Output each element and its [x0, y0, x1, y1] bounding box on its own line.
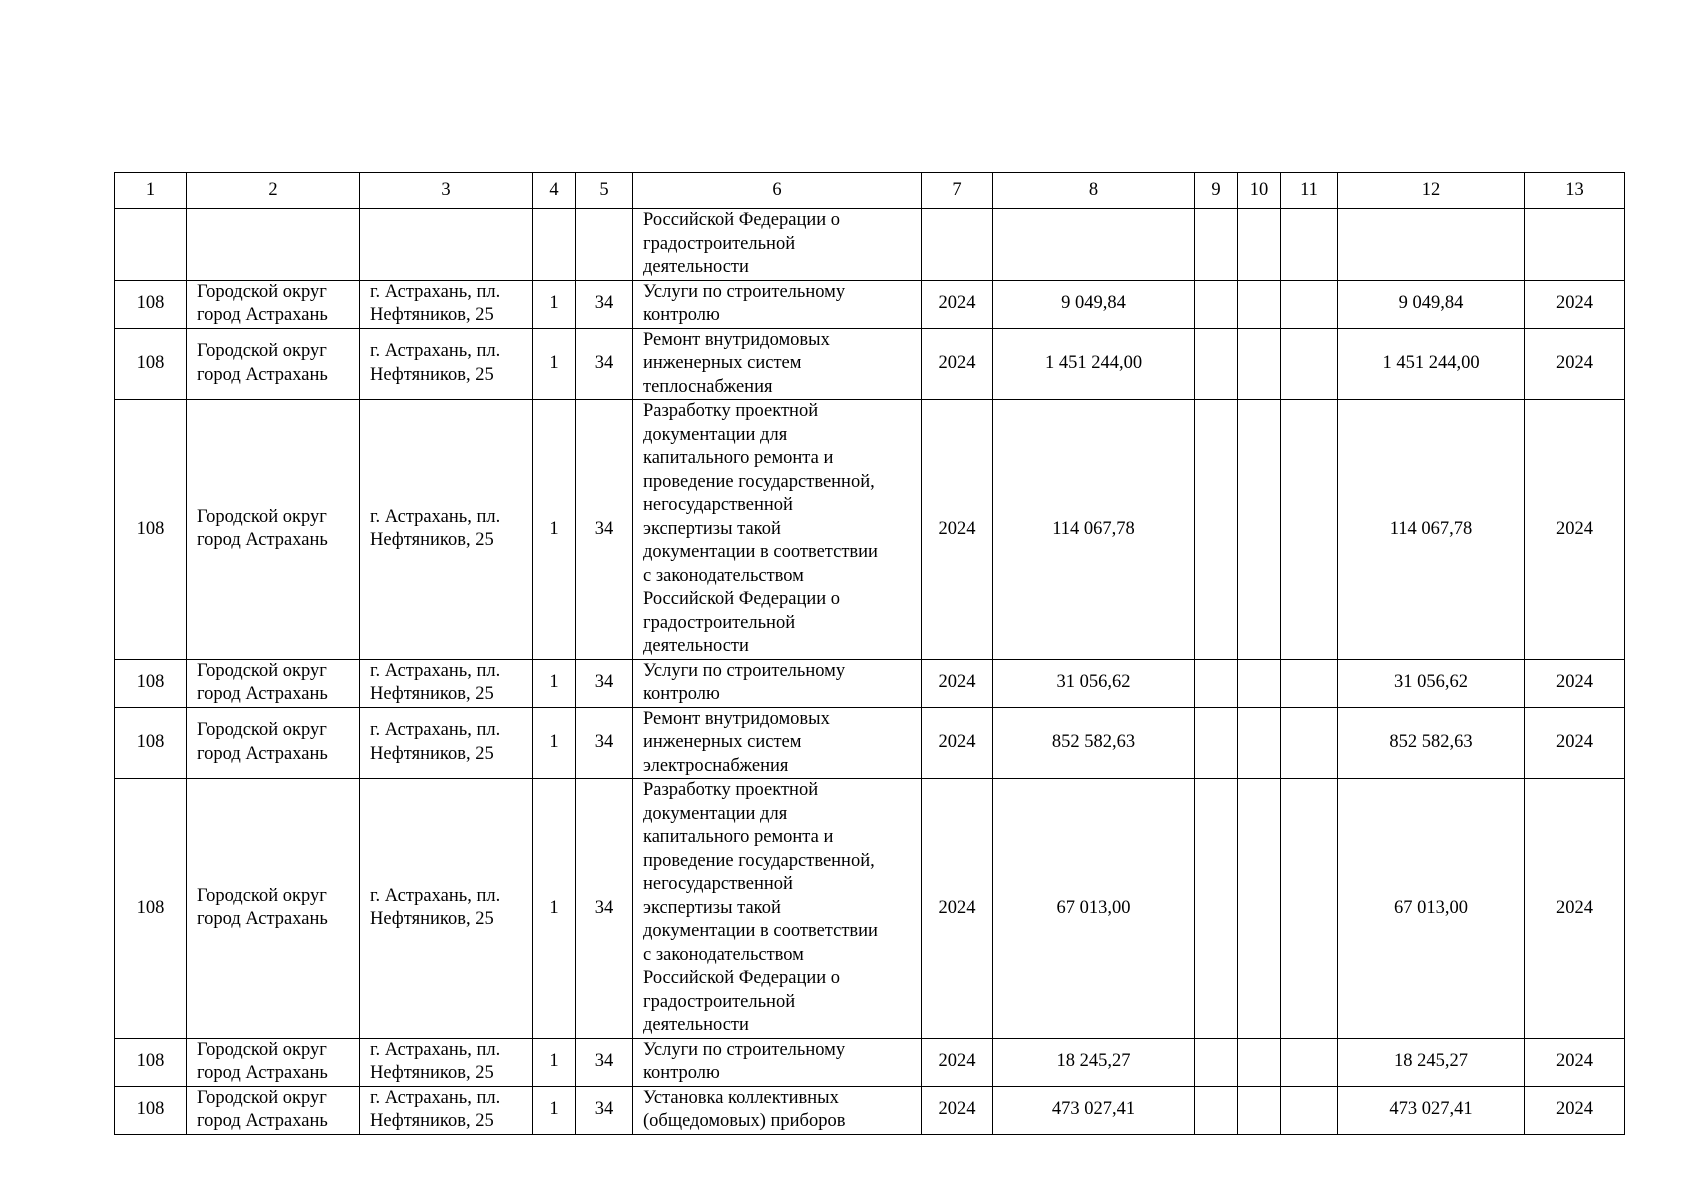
work-description: Услуги по строительному контролю [633, 659, 922, 707]
col11-cell [1281, 1038, 1338, 1086]
header-cell-3: 3 [360, 173, 533, 209]
municipality-cell: Городской округ город Астрахань [187, 707, 360, 779]
address-cell: г. Астрахань, пл. Нефтяников, 25 [360, 328, 533, 400]
header-cell-13: 13 [1525, 173, 1625, 209]
table-row [115, 280, 1625, 328]
col5-cell: 34 [576, 328, 633, 400]
completion-year-cell: 2024 [1525, 779, 1625, 1039]
col5-cell: 34 [576, 779, 633, 1039]
col10-cell [1238, 328, 1281, 400]
address-cell: г. Астрахань, пл. Нефтяников, 25 [360, 280, 533, 328]
col9-cell [1195, 707, 1238, 779]
col5-cell: 34 [576, 1038, 633, 1086]
empty-cell [533, 209, 576, 281]
col11-cell [1281, 280, 1338, 328]
address-cell: г. Астрахань, пл. Нефтяников, 25 [360, 1038, 533, 1086]
header-cell-10: 10 [1238, 173, 1281, 209]
col5-cell: 34 [576, 659, 633, 707]
works-table [114, 172, 1625, 1135]
empty-cell [993, 209, 1195, 281]
amount-total-cell: 31 056,62 [1338, 659, 1525, 707]
col9-cell [1195, 400, 1238, 660]
year-cell: 2024 [922, 659, 993, 707]
address-cell: г. Астрахань, пл. Нефтяников, 25 [360, 707, 533, 779]
header-cell-1: 1 [115, 173, 187, 209]
amount-cell: 18 245,27 [993, 1038, 1195, 1086]
col4-cell: 1 [533, 400, 576, 660]
col10-cell [1238, 1038, 1281, 1086]
amount-cell: 1 451 244,00 [993, 328, 1195, 400]
col9-cell [1195, 280, 1238, 328]
work-description: Разработку проектной документации для капитального ремонта и проведение государственной, негосударственной экспертизы такой документации в соответствии с законодательством Российской Федерации о градостроительной деятельности [633, 400, 922, 660]
year-cell: 2024 [922, 1038, 993, 1086]
col5-cell: 34 [576, 1086, 633, 1134]
empty-cell [360, 209, 533, 281]
work-description: Установка коллективных (общедомовых) приборов [633, 1086, 922, 1134]
col11-cell [1281, 707, 1338, 779]
year-cell: 2024 [922, 400, 993, 660]
col11-cell [1281, 659, 1338, 707]
row-number-cell: 108 [115, 328, 187, 400]
header-row [115, 173, 1625, 209]
municipality-cell: Городской округ город Астрахань [187, 280, 360, 328]
col4-cell: 1 [533, 659, 576, 707]
municipality-cell: Городской округ город Астрахань [187, 400, 360, 660]
col9-cell [1195, 659, 1238, 707]
municipality-cell: Городской округ город Астрахань [187, 1086, 360, 1134]
col9-cell [1195, 779, 1238, 1039]
municipality-cell: Городской округ город Астрахань [187, 328, 360, 400]
completion-year-cell: 2024 [1525, 1086, 1625, 1134]
row-number-cell: 108 [115, 400, 187, 660]
col9-cell [1195, 1038, 1238, 1086]
col4-cell: 1 [533, 280, 576, 328]
col5-cell: 34 [576, 280, 633, 328]
header-cell-8: 8 [993, 173, 1195, 209]
col4-cell: 1 [533, 707, 576, 779]
empty-cell [1238, 209, 1281, 281]
address-cell: г. Астрахань, пл. Нефтяников, 25 [360, 659, 533, 707]
header-cell-7: 7 [922, 173, 993, 209]
row-number-cell: 108 [115, 659, 187, 707]
header-cell-4: 4 [533, 173, 576, 209]
work-description: Разработку проектной документации для капитального ремонта и проведение государственной, негосударственной экспертизы такой документации в соответствии с законодательством Российской Федерации о градостроительной деятельности [633, 779, 922, 1039]
col5-cell: 34 [576, 707, 633, 779]
amount-cell: 114 067,78 [993, 400, 1195, 660]
completion-year-cell: 2024 [1525, 659, 1625, 707]
col4-cell: 1 [533, 1038, 576, 1086]
col11-cell [1281, 779, 1338, 1039]
amount-total-cell: 473 027,41 [1338, 1086, 1525, 1134]
empty-cell [1281, 209, 1338, 281]
row-number-cell: 108 [115, 707, 187, 779]
empty-cell [922, 209, 993, 281]
completion-year-cell: 2024 [1525, 1038, 1625, 1086]
empty-cell [187, 209, 360, 281]
row-number-cell: 108 [115, 779, 187, 1039]
table-row [115, 1086, 1625, 1134]
year-cell: 2024 [922, 280, 993, 328]
col11-cell [1281, 1086, 1338, 1134]
completion-year-cell: 2024 [1525, 400, 1625, 660]
col10-cell [1238, 1086, 1281, 1134]
header-cell-12: 12 [1338, 173, 1525, 209]
header-cell-2: 2 [187, 173, 360, 209]
col11-cell [1281, 400, 1338, 660]
col10-cell [1238, 707, 1281, 779]
work-description: Российской Федерации о градостроительной деятельности [633, 209, 922, 281]
table-row [115, 400, 1625, 660]
work-description: Ремонт внутридомовых инженерных систем электроснабжения [633, 707, 922, 779]
empty-cell [1195, 209, 1238, 281]
row-number-cell: 108 [115, 1038, 187, 1086]
col10-cell [1238, 779, 1281, 1039]
col5-cell: 34 [576, 400, 633, 660]
col4-cell: 1 [533, 779, 576, 1039]
year-cell: 2024 [922, 1086, 993, 1134]
address-cell: г. Астрахань, пл. Нефтяников, 25 [360, 779, 533, 1039]
header-cell-5: 5 [576, 173, 633, 209]
table-row [115, 659, 1625, 707]
address-cell: г. Астрахань, пл. Нефтяников, 25 [360, 1086, 533, 1134]
amount-cell: 31 056,62 [993, 659, 1195, 707]
empty-cell [115, 209, 187, 281]
amount-total-cell: 67 013,00 [1338, 779, 1525, 1039]
header-cell-9: 9 [1195, 173, 1238, 209]
amount-cell: 852 582,63 [993, 707, 1195, 779]
amount-total-cell: 852 582,63 [1338, 707, 1525, 779]
amount-total-cell: 114 067,78 [1338, 400, 1525, 660]
amount-total-cell: 1 451 244,00 [1338, 328, 1525, 400]
table-body [115, 173, 1625, 1135]
amount-total-cell: 18 245,27 [1338, 1038, 1525, 1086]
col4-cell: 1 [533, 328, 576, 400]
completion-year-cell: 2024 [1525, 707, 1625, 779]
completion-year-cell: 2024 [1525, 280, 1625, 328]
col10-cell [1238, 280, 1281, 328]
continuation-row [115, 209, 1625, 281]
empty-cell [1338, 209, 1525, 281]
table-row [115, 328, 1625, 400]
col10-cell [1238, 400, 1281, 660]
col9-cell [1195, 328, 1238, 400]
year-cell: 2024 [922, 779, 993, 1039]
amount-cell: 67 013,00 [993, 779, 1195, 1039]
col4-cell: 1 [533, 1086, 576, 1134]
table-row [115, 1038, 1625, 1086]
amount-cell: 473 027,41 [993, 1086, 1195, 1134]
municipality-cell: Городской округ город Астрахань [187, 1038, 360, 1086]
row-number-cell: 108 [115, 1086, 187, 1134]
year-cell: 2024 [922, 328, 993, 400]
col10-cell [1238, 659, 1281, 707]
amount-total-cell: 9 049,84 [1338, 280, 1525, 328]
completion-year-cell: 2024 [1525, 328, 1625, 400]
header-cell-11: 11 [1281, 173, 1338, 209]
table-row [115, 707, 1625, 779]
municipality-cell: Городской округ город Астрахань [187, 779, 360, 1039]
empty-cell [1525, 209, 1625, 281]
header-cell-6: 6 [633, 173, 922, 209]
work-description: Ремонт внутридомовых инженерных систем теплоснабжения [633, 328, 922, 400]
work-description: Услуги по строительному контролю [633, 1038, 922, 1086]
empty-cell [576, 209, 633, 281]
municipality-cell: Городской округ город Астрахань [187, 659, 360, 707]
col11-cell [1281, 328, 1338, 400]
amount-cell: 9 049,84 [993, 280, 1195, 328]
year-cell: 2024 [922, 707, 993, 779]
table-row [115, 779, 1625, 1039]
address-cell: г. Астрахань, пл. Нефтяников, 25 [360, 400, 533, 660]
col9-cell [1195, 1086, 1238, 1134]
work-description: Услуги по строительному контролю [633, 280, 922, 328]
row-number-cell: 108 [115, 280, 187, 328]
